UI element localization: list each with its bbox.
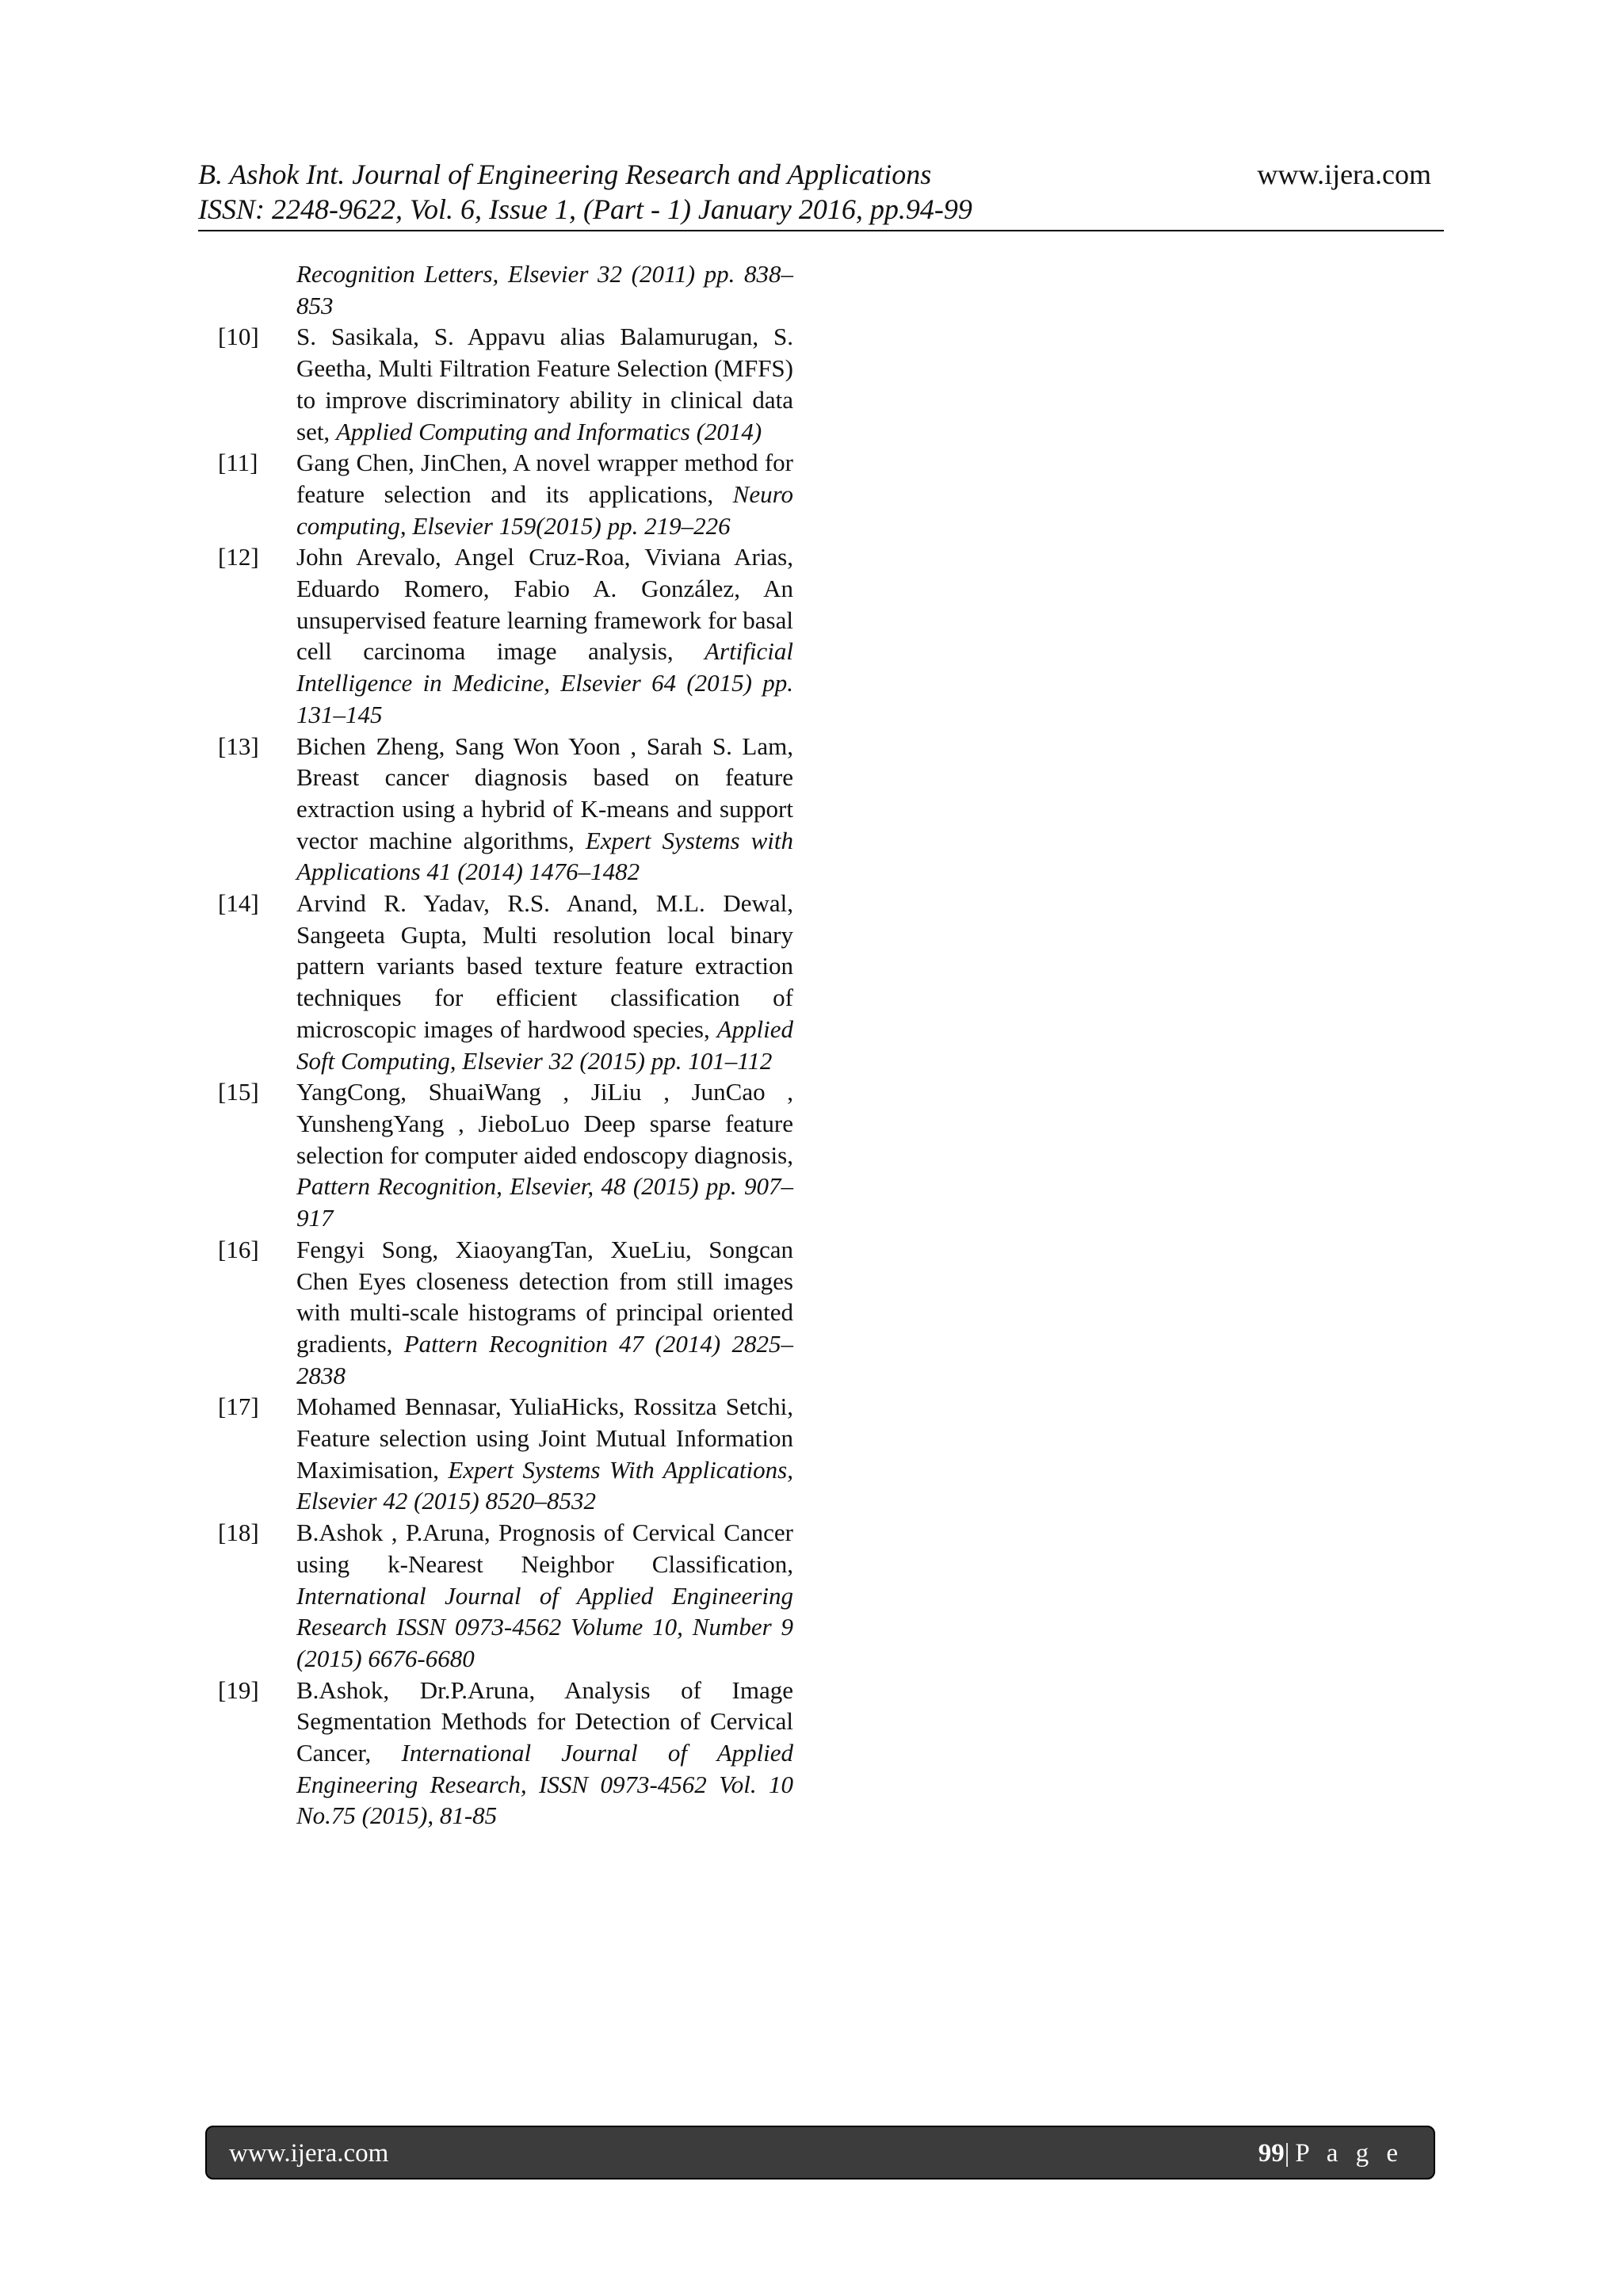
reference-source: International Journal of Applied Engineering Research, ISSN 0973-4562 Vol. 10 No.75 (2015), 81-85 bbox=[296, 1739, 793, 1830]
header-website[interactable]: www.ijera.com bbox=[1257, 159, 1431, 190]
reference-14 bbox=[218, 888, 793, 1076]
reference-number: [14] bbox=[218, 889, 259, 918]
reference-source: Pattern Recognition, Elsevier, 48 (2015) pp. 907–917 bbox=[296, 1172, 793, 1232]
reference-source: Artificial Intelligence in Medicine, Elsevier 64 (2015) pp. 131–145 bbox=[296, 637, 793, 728]
reference-number: [10] bbox=[218, 323, 259, 351]
reference-19 bbox=[218, 1675, 793, 1832]
journal-title: B. Ashok Int. Journal of Engineering Research and Applications bbox=[198, 159, 932, 190]
reference-source: Expert Systems With Applications, Elsevier 42 (2015) 8520–8532 bbox=[296, 1455, 793, 1515]
reference-text: John Arevalo, Angel Cruz-Roa, Viviana Arias, Eduardo Romero, Fabio A. González, An unsupervised feature learning framework for basal cell carcinoma image analysis, bbox=[296, 543, 793, 666]
reference-10 bbox=[218, 321, 793, 447]
reference-list bbox=[218, 258, 793, 1832]
reference-number: [18] bbox=[218, 1519, 259, 1547]
reference-number: [16] bbox=[218, 1235, 259, 1263]
reference-source: Recognition Letters, Elsevier 32 (2011) pp. 838–853 bbox=[296, 260, 793, 319]
reference-source: International Journal of Applied Engineering Research ISSN 0973-4562 Volume 10, Number 9 (2015) 6676-6680 bbox=[296, 1581, 793, 1672]
page-footer bbox=[205, 2126, 1435, 2179]
reference-text: YangCong, ShuaiWang , JiLiu , JunCao , YunshengYang , JieboLuo Deep sparse feature selection for computer aided endoscopy diagnosis, bbox=[296, 1078, 793, 1169]
footer-website[interactable]: www.ijera.com bbox=[229, 2139, 389, 2168]
reference-18 bbox=[218, 1517, 793, 1675]
reference-source: Expert Systems with Applications 41 (2014) 1476–1482 bbox=[296, 826, 793, 886]
reference-text: Gang Chen, JinChen, A novel wrapper method for feature selection and its applications, bbox=[296, 449, 793, 508]
reference-17 bbox=[218, 1391, 793, 1517]
reference-text: Fengyi Song, XiaoyangTan, XueLiu, Songcan Chen Eyes closeness detection from still images with multi-scale histograms of principal oriented gradients, bbox=[296, 1235, 793, 1358]
reference-number: [13] bbox=[218, 732, 259, 760]
reference-text: S. Sasikala, S. Appavu alias Balamurugan, S. Geetha, Multi Filtration Feature Selection (MFFS) to improve discriminatory ability in clinical data set, bbox=[296, 323, 793, 445]
reference-source: Applied Soft Computing, Elsevier 32 (2015) pp. 101–112 bbox=[296, 1014, 793, 1075]
reference-number: [11] bbox=[218, 449, 258, 477]
reference-source: Pattern Recognition 47 (2014) 2825–2838 bbox=[296, 1329, 793, 1389]
reference-11 bbox=[218, 447, 793, 541]
issn-line: ISSN: 2248-9622, Vol. 6, Issue 1, (Part - 1) January 2016, pp.94-99 bbox=[198, 193, 972, 225]
reference-source: Neuro computing, Elsevier 159(2015) pp. 219–226 bbox=[296, 479, 793, 540]
reference-13 bbox=[218, 731, 793, 888]
reference-number: [12] bbox=[218, 543, 259, 571]
reference-number: [17] bbox=[218, 1392, 259, 1421]
reference-text: Mohamed Bennasar, YuliaHicks, Rossitza Setchi, Feature selection using Joint Mutual Information Maximisation, bbox=[296, 1392, 793, 1484]
reference-number: [19] bbox=[218, 1675, 259, 1704]
reference-text: B.Ashok , P.Aruna, Prognosis of Cervical Cancer using k-Nearest Neighbor Classification, bbox=[296, 1519, 793, 1578]
reference-number: [15] bbox=[218, 1078, 259, 1106]
reference-text: Arvind R. Yadav, R.S. Anand, M.L. Dewal, Sangeeta Gupta, Multi resolution local binary pattern variants based texture feature extraction techniques for efficient classification of microscopic images of hardwood species, bbox=[296, 889, 793, 1043]
page-indicator bbox=[1258, 2137, 1403, 2169]
page-header bbox=[198, 157, 1444, 231]
page-label: |P a g e bbox=[1284, 2139, 1403, 2168]
reference-text: B.Ashok, Dr.P.Aruna, Analysis of Image Segmentation Methods for Detection of Cervical Cancer, bbox=[296, 1675, 793, 1767]
reference-text: Bichen Zheng, Sang Won Yoon , Sarah S. Lam, Breast cancer diagnosis based on feature extraction using a hybrid of K-means and support vector machine algorithms, bbox=[296, 732, 793, 854]
page-number: 99 bbox=[1258, 2139, 1285, 2168]
reference-source: Applied Computing and Informatics (2014) bbox=[335, 417, 762, 445]
reference-continued bbox=[218, 258, 793, 321]
reference-12 bbox=[218, 541, 793, 730]
reference-16 bbox=[218, 1234, 793, 1392]
reference-15 bbox=[218, 1076, 793, 1234]
